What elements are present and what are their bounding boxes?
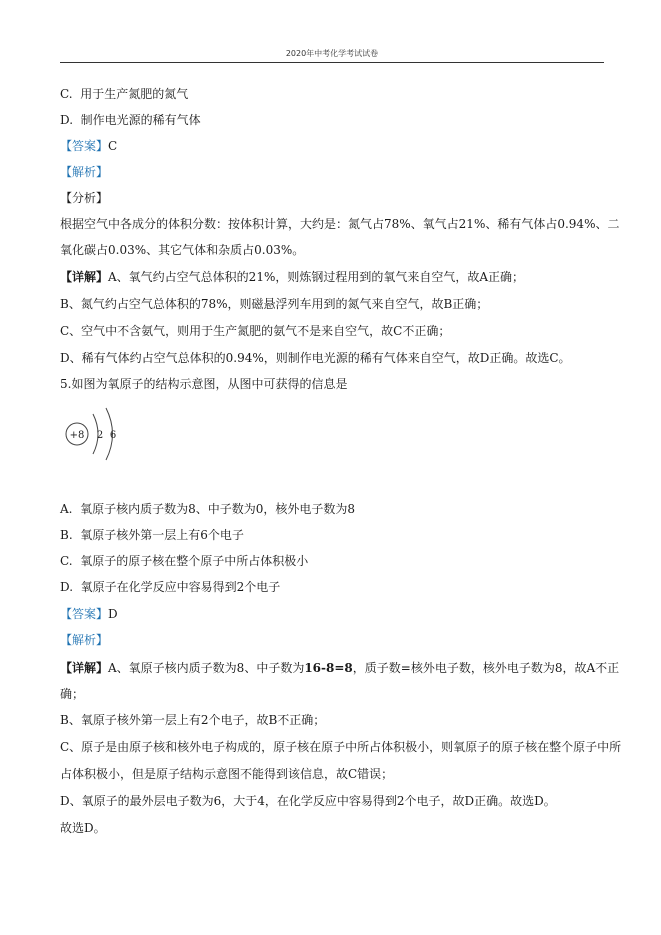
option-text: 氧原子的原子核在整个原子中所占体积极小: [80, 554, 309, 568]
q4-detail-line-d: D、稀有气体约占空气总体积的0.94%，则制作电光源的稀有气体来自空气，故D正确。故选C。: [60, 351, 571, 365]
detail-text-post: ，质子数=核外电子数，核外电子数为8，故A不正: [352, 661, 620, 675]
detail-text: A、氧气约占空气总体积的21%，则炼钢过程用到的氧气来自空气，故A正确；: [108, 270, 525, 284]
q5-option-c: [60, 553, 605, 569]
nucleus-charge: +8: [69, 430, 85, 441]
answer-value: C: [108, 139, 118, 153]
q5-detail-line-c2: 占体积极小，但是原子结构示意图不能得到该信息，故C错误；: [60, 767, 394, 781]
option-text: 氧原子在化学反应中容易得到2个电子: [80, 580, 281, 594]
header-divider: [60, 62, 604, 63]
detail-text-pre: A、氧原子核内质子数为8、中子数为: [108, 661, 305, 675]
option-text: 氧原子核外第一层上有6个电子: [80, 528, 244, 542]
q5-detail-line-b: B、氧原子核外第一层上有2个电子，故B不正确；: [60, 713, 326, 727]
q4-answer: [60, 138, 605, 154]
option-letter: B.: [60, 528, 73, 542]
oxygen-atom-diagram: [62, 400, 126, 476]
detail-label: 【详解】: [60, 661, 109, 675]
q4-analysis-line-1: 根据空气中各成分的体积分数：按体积计算，大约是：氮气占78%、氧气占21%、稀有气体占0.94%、二: [60, 217, 620, 231]
option-text: 氧原子核内质子数为8、中子数为0，核外电子数为8: [80, 502, 356, 516]
page-header: 2020年中考化学考试试卷: [285, 49, 379, 58]
option-letter: D.: [60, 113, 74, 127]
q5-stem: 5.如图为氧原子的结构示意图，从图中可获得的信息是: [60, 377, 348, 391]
detail-label: 【详解】: [60, 270, 109, 284]
q5-jiexi-label: 【解析】: [60, 633, 109, 647]
q5-detail-line-a2: 确；: [60, 687, 85, 701]
option-letter: A.: [60, 502, 73, 516]
option-text: 用于生产氮肥的氮气: [80, 87, 189, 101]
q5-answer: [60, 606, 605, 622]
q5-option-b: [60, 527, 605, 543]
option-letter: C.: [60, 554, 73, 568]
q4-detail-line-c: C、空气中不含氨气，则用于生产氮肥的氨气不是来自空气，故C不正确；: [60, 324, 451, 338]
answer-value: D: [108, 607, 118, 621]
q4-fenxi-label: 【分析】: [60, 191, 109, 205]
q5-detail-line-d: D、氧原子的最外层电子数为6，大于4，在化学反应中容易得到2个电子，故D正确。故选D。: [60, 794, 556, 808]
answer-label: 【答案】: [60, 139, 109, 153]
q4-jiexi-label: 【解析】: [60, 165, 109, 179]
option-letter: C.: [60, 87, 73, 101]
shell-2-electrons: 6: [109, 430, 117, 441]
q4-detail-line-b: B、氮气约占空气总体积的78%，则磁悬浮列车用到的氮气来自空气，故B正确；: [60, 297, 489, 311]
detail-text-bold: 16-8=8: [304, 661, 353, 675]
option-text: 制作电光源的稀有气体: [80, 113, 201, 127]
option-letter: D.: [60, 580, 74, 594]
q4-detail-line-a: [60, 269, 605, 285]
q5-option-a: [60, 501, 605, 517]
q5-option-d: [60, 579, 605, 595]
shell-1-electrons: 2: [96, 430, 104, 441]
q5-detail-line-c1: C、原子是由原子核和核外电子构成的，原子核在原子中所占体积极小，则氧原子的原子核在整个原子中所: [60, 740, 622, 754]
q4-option-c: [60, 86, 605, 102]
q4-option-d: [60, 112, 605, 128]
q4-analysis-line-2: 氧化碳占0.03%、其它气体和杂质占0.03%。: [60, 243, 305, 257]
q5-detail-line-a1: [60, 660, 620, 676]
answer-label: 【答案】: [60, 607, 109, 621]
q5-conclusion: 故选D。: [60, 821, 106, 835]
